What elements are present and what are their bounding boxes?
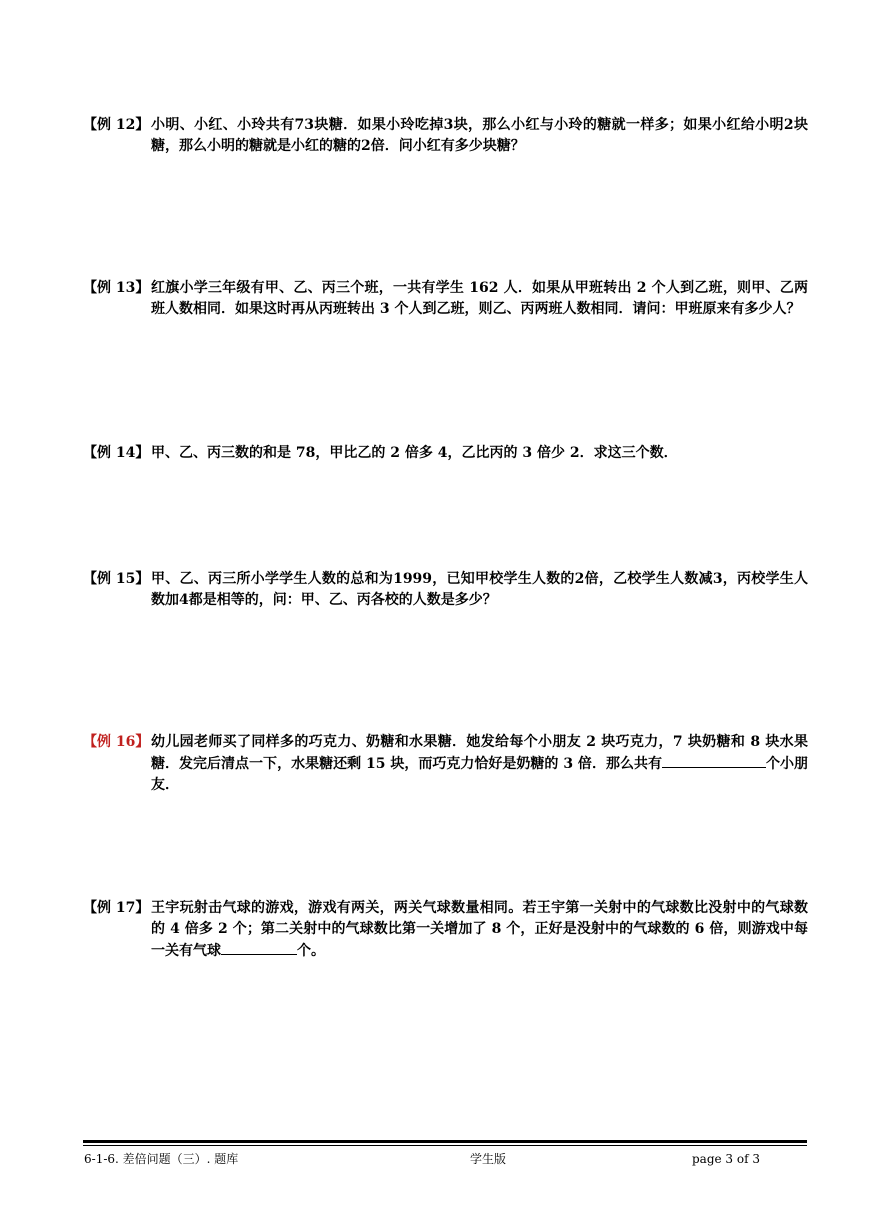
footer-edition: 学生版: [470, 1152, 507, 1166]
problem-text: [151, 732, 808, 796]
problem-text: [151, 898, 808, 962]
problem-text: 甲、乙、丙三所小学学生人数的总和为1999，已知甲校学生人数的2倍，乙校学生人数减3，丙校学生人数加4都是相等的，问：甲、乙、丙各校的人数是多少？: [151, 571, 808, 608]
problem-16: [83, 732, 808, 796]
problem-text-after: 个小朋友．: [151, 756, 809, 793]
problem-14: [83, 443, 808, 464]
problem-tag: 【例 14】: [83, 445, 150, 461]
problem-tag: 【例 12】: [83, 117, 150, 133]
problem-text-after: 个。: [297, 943, 325, 959]
footer-rule-thin: [83, 1145, 807, 1146]
answer-blank[interactable]: [221, 940, 297, 955]
footer-rule: [83, 1140, 807, 1143]
footer-page-number: page 3 of 3: [692, 1152, 760, 1166]
problem-text: 红旗小学三年级有甲、乙、丙三个班，一共有学生 162 人．如果从甲班转出 2 个人到乙班，则甲、乙两班人数相同．如果这时再从丙班转出 3 个人到乙班，则乙、丙两班人数相同．请问：甲班原来有多少人？: [151, 280, 808, 317]
problem-tag: 【例 16】: [83, 734, 150, 750]
problem-tag: 【例 15】: [83, 571, 150, 587]
answer-blank[interactable]: [662, 753, 766, 768]
problem-tag: 【例 13】: [83, 280, 150, 296]
problem-15: [83, 569, 808, 611]
problem-text: 甲、乙、丙三数的和是 78，甲比乙的 2 倍多 4，乙比丙的 3 倍少 2．求这三个数．: [151, 445, 678, 461]
problem-13: [83, 278, 808, 320]
problem-12: [83, 115, 808, 157]
problem-text-before: 王宇玩射击气球的游戏，游戏有两关，两关气球数量相同。若王宇第一关射中的气球数比没射中的气球数的 4 倍多 2 个；第二关射中的气球数比第一关增加了 8 个，正好是没射中的气球数的 6 倍，则游戏中每一关有气球: [151, 900, 808, 959]
problem-text-before: 幼儿园老师买了同样多的巧克力、奶糖和水果糖．她发给每个小朋友 2 块巧克力，7 块奶糖和 8 块水果糖．发完后清点一下，水果糖还剩 15 块，而巧克力恰好是奶糖的 3 倍．那么共有: [151, 734, 808, 772]
problem-text: 小明、小红、小玲共有73块糖．如果小玲吃掉3块，那么小红与小玲的糖就一样多；如果小红给小明2块糖，那么小明的糖就是小红的糖的2倍．问小红有多少块糖？: [151, 117, 808, 154]
problem-17: [83, 898, 808, 962]
footer-document-title: 6-1-6. 差倍问题（三）. 题库: [84, 1152, 239, 1166]
problem-tag: 【例 17】: [83, 900, 150, 916]
